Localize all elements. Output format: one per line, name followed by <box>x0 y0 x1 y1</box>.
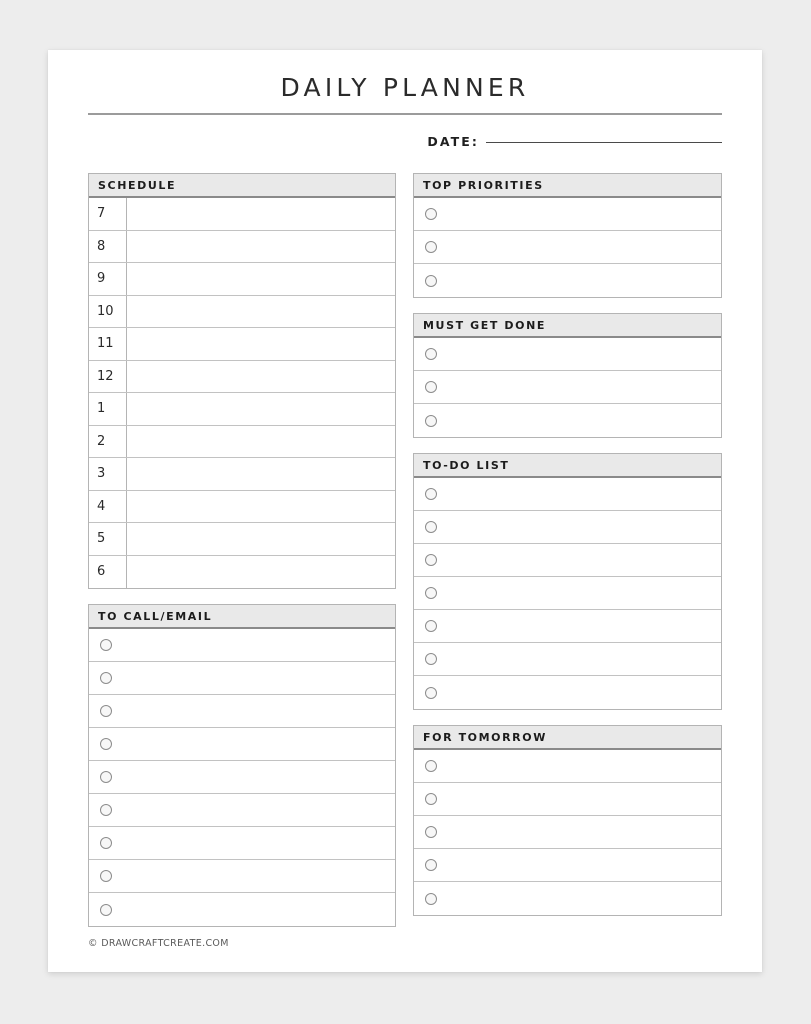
to-call-email-header-label: TO CALL/EMAIL <box>98 609 213 623</box>
checklist-row[interactable] <box>89 893 395 926</box>
to-call-email-section <box>88 604 396 927</box>
checkbox-circle-icon[interactable] <box>425 554 437 566</box>
planner-page <box>48 50 762 972</box>
schedule-row[interactable] <box>89 361 395 394</box>
schedule-row[interactable] <box>89 231 395 264</box>
checklist-row[interactable] <box>89 662 395 695</box>
todo-list-header-label: TO-DO LIST <box>423 458 510 472</box>
checklist-row[interactable] <box>414 643 721 676</box>
checkbox-circle-icon[interactable] <box>100 672 112 684</box>
to-call-email-rows <box>89 629 395 926</box>
top-priorities-header-label: TOP PRIORITIES <box>423 178 544 192</box>
schedule-entry-field[interactable] <box>127 361 395 393</box>
must-get-done-header <box>414 314 721 338</box>
must-get-done-header-label: MUST GET DONE <box>423 318 547 332</box>
schedule-row[interactable] <box>89 458 395 491</box>
schedule-entry-field[interactable] <box>127 393 395 425</box>
checklist-row[interactable] <box>414 198 721 231</box>
checklist-row[interactable] <box>89 794 395 827</box>
checkbox-circle-icon[interactable] <box>425 275 437 287</box>
checklist-row[interactable] <box>89 695 395 728</box>
checklist-row[interactable] <box>414 371 721 404</box>
checklist-row[interactable] <box>414 577 721 610</box>
schedule-entry-field[interactable] <box>127 426 395 458</box>
checklist-row[interactable] <box>89 761 395 794</box>
checkbox-circle-icon[interactable] <box>100 837 112 849</box>
schedule-entry-field[interactable] <box>127 296 395 328</box>
checkbox-circle-icon[interactable] <box>100 904 112 916</box>
checklist-row[interactable] <box>414 816 721 849</box>
checkbox-circle-icon[interactable] <box>425 415 437 427</box>
must-get-done-section <box>413 313 722 438</box>
schedule-row[interactable] <box>89 393 395 426</box>
checkbox-circle-icon[interactable] <box>425 859 437 871</box>
checkbox-circle-icon[interactable] <box>425 620 437 632</box>
checkbox-circle-icon[interactable] <box>100 639 112 651</box>
checklist-row[interactable] <box>414 478 721 511</box>
checkbox-circle-icon[interactable] <box>425 381 437 393</box>
top-priorities-rows <box>414 198 721 297</box>
checklist-row[interactable] <box>414 231 721 264</box>
schedule-rows <box>89 198 395 588</box>
schedule-entry-field[interactable] <box>127 491 395 523</box>
title-divider <box>88 113 722 115</box>
schedule-entry-field[interactable] <box>127 328 395 360</box>
schedule-hour-label: 1 <box>89 393 127 425</box>
schedule-hour-label: 8 <box>89 231 127 263</box>
schedule-entry-field[interactable] <box>127 523 395 555</box>
checklist-row[interactable] <box>414 849 721 882</box>
schedule-entry-field[interactable] <box>127 231 395 263</box>
checkbox-circle-icon[interactable] <box>425 793 437 805</box>
schedule-hour-label: 11 <box>89 328 127 360</box>
date-row <box>88 134 722 149</box>
for-tomorrow-header-label: FOR TOMORROW <box>423 730 547 744</box>
todo-list-rows <box>414 478 721 709</box>
schedule-section <box>88 173 396 589</box>
checkbox-circle-icon[interactable] <box>425 488 437 500</box>
schedule-header <box>89 174 395 198</box>
checklist-row[interactable] <box>414 544 721 577</box>
schedule-entry-field[interactable] <box>127 458 395 490</box>
schedule-hour-label: 9 <box>89 263 127 295</box>
schedule-hour-label: 5 <box>89 523 127 555</box>
schedule-hour-label: 2 <box>89 426 127 458</box>
checkbox-circle-icon[interactable] <box>100 870 112 882</box>
checkbox-circle-icon[interactable] <box>425 653 437 665</box>
must-get-done-rows <box>414 338 721 437</box>
checkbox-circle-icon[interactable] <box>425 521 437 533</box>
right-column <box>413 173 722 927</box>
checklist-row[interactable] <box>414 338 721 371</box>
checklist-row[interactable] <box>89 860 395 893</box>
planner-columns <box>88 173 722 927</box>
schedule-hour-label: 3 <box>89 458 127 490</box>
checklist-row[interactable] <box>414 750 721 783</box>
checkbox-circle-icon[interactable] <box>425 826 437 838</box>
checkbox-circle-icon[interactable] <box>100 771 112 783</box>
checklist-row[interactable] <box>414 511 721 544</box>
checkbox-circle-icon[interactable] <box>425 241 437 253</box>
checkbox-circle-icon[interactable] <box>425 348 437 360</box>
checklist-row[interactable] <box>414 676 721 709</box>
date-input-line[interactable] <box>486 142 722 143</box>
schedule-hour-label: 10 <box>89 296 127 328</box>
schedule-entry-field[interactable] <box>127 198 395 230</box>
checklist-row[interactable] <box>414 264 721 297</box>
checklist-row[interactable] <box>414 783 721 816</box>
for-tomorrow-section <box>413 725 722 916</box>
for-tomorrow-rows <box>414 750 721 915</box>
schedule-entry-field[interactable] <box>127 556 395 589</box>
checkbox-circle-icon[interactable] <box>100 804 112 816</box>
schedule-row[interactable] <box>89 263 395 296</box>
schedule-row[interactable] <box>89 328 395 361</box>
schedule-hour-label: 6 <box>89 556 127 589</box>
schedule-row[interactable] <box>89 426 395 459</box>
checkbox-circle-icon[interactable] <box>425 760 437 772</box>
checklist-row[interactable] <box>414 610 721 643</box>
to-call-email-header <box>89 605 395 629</box>
checkbox-circle-icon[interactable] <box>425 208 437 220</box>
schedule-row[interactable] <box>89 556 395 589</box>
checklist-row[interactable] <box>89 827 395 860</box>
page-content <box>88 50 722 972</box>
date-label: DATE: <box>427 134 479 149</box>
schedule-row[interactable] <box>89 198 395 231</box>
schedule-header-label: SCHEDULE <box>98 178 177 192</box>
page-title: DAILY PLANNER <box>280 73 530 102</box>
checklist-row[interactable] <box>89 728 395 761</box>
schedule-row[interactable] <box>89 523 395 556</box>
footer-credit: © DRAWCRAFTCREATE.COM <box>88 938 229 949</box>
schedule-entry-field[interactable] <box>127 263 395 295</box>
schedule-row[interactable] <box>89 491 395 524</box>
todo-list-header <box>414 454 721 478</box>
checklist-row[interactable] <box>89 629 395 662</box>
left-column <box>88 173 396 927</box>
schedule-hour-label: 12 <box>89 361 127 393</box>
schedule-row[interactable] <box>89 296 395 329</box>
todo-list-section <box>413 453 722 710</box>
checkbox-circle-icon[interactable] <box>425 587 437 599</box>
schedule-hour-label: 4 <box>89 491 127 523</box>
checkbox-circle-icon[interactable] <box>100 738 112 750</box>
checkbox-circle-icon[interactable] <box>425 687 437 699</box>
checklist-row[interactable] <box>414 882 721 915</box>
checkbox-circle-icon[interactable] <box>100 705 112 717</box>
top-priorities-section <box>413 173 722 298</box>
top-priorities-header <box>414 174 721 198</box>
schedule-hour-label: 7 <box>89 198 127 230</box>
checklist-row[interactable] <box>414 404 721 437</box>
for-tomorrow-header <box>414 726 721 750</box>
checkbox-circle-icon[interactable] <box>425 893 437 905</box>
